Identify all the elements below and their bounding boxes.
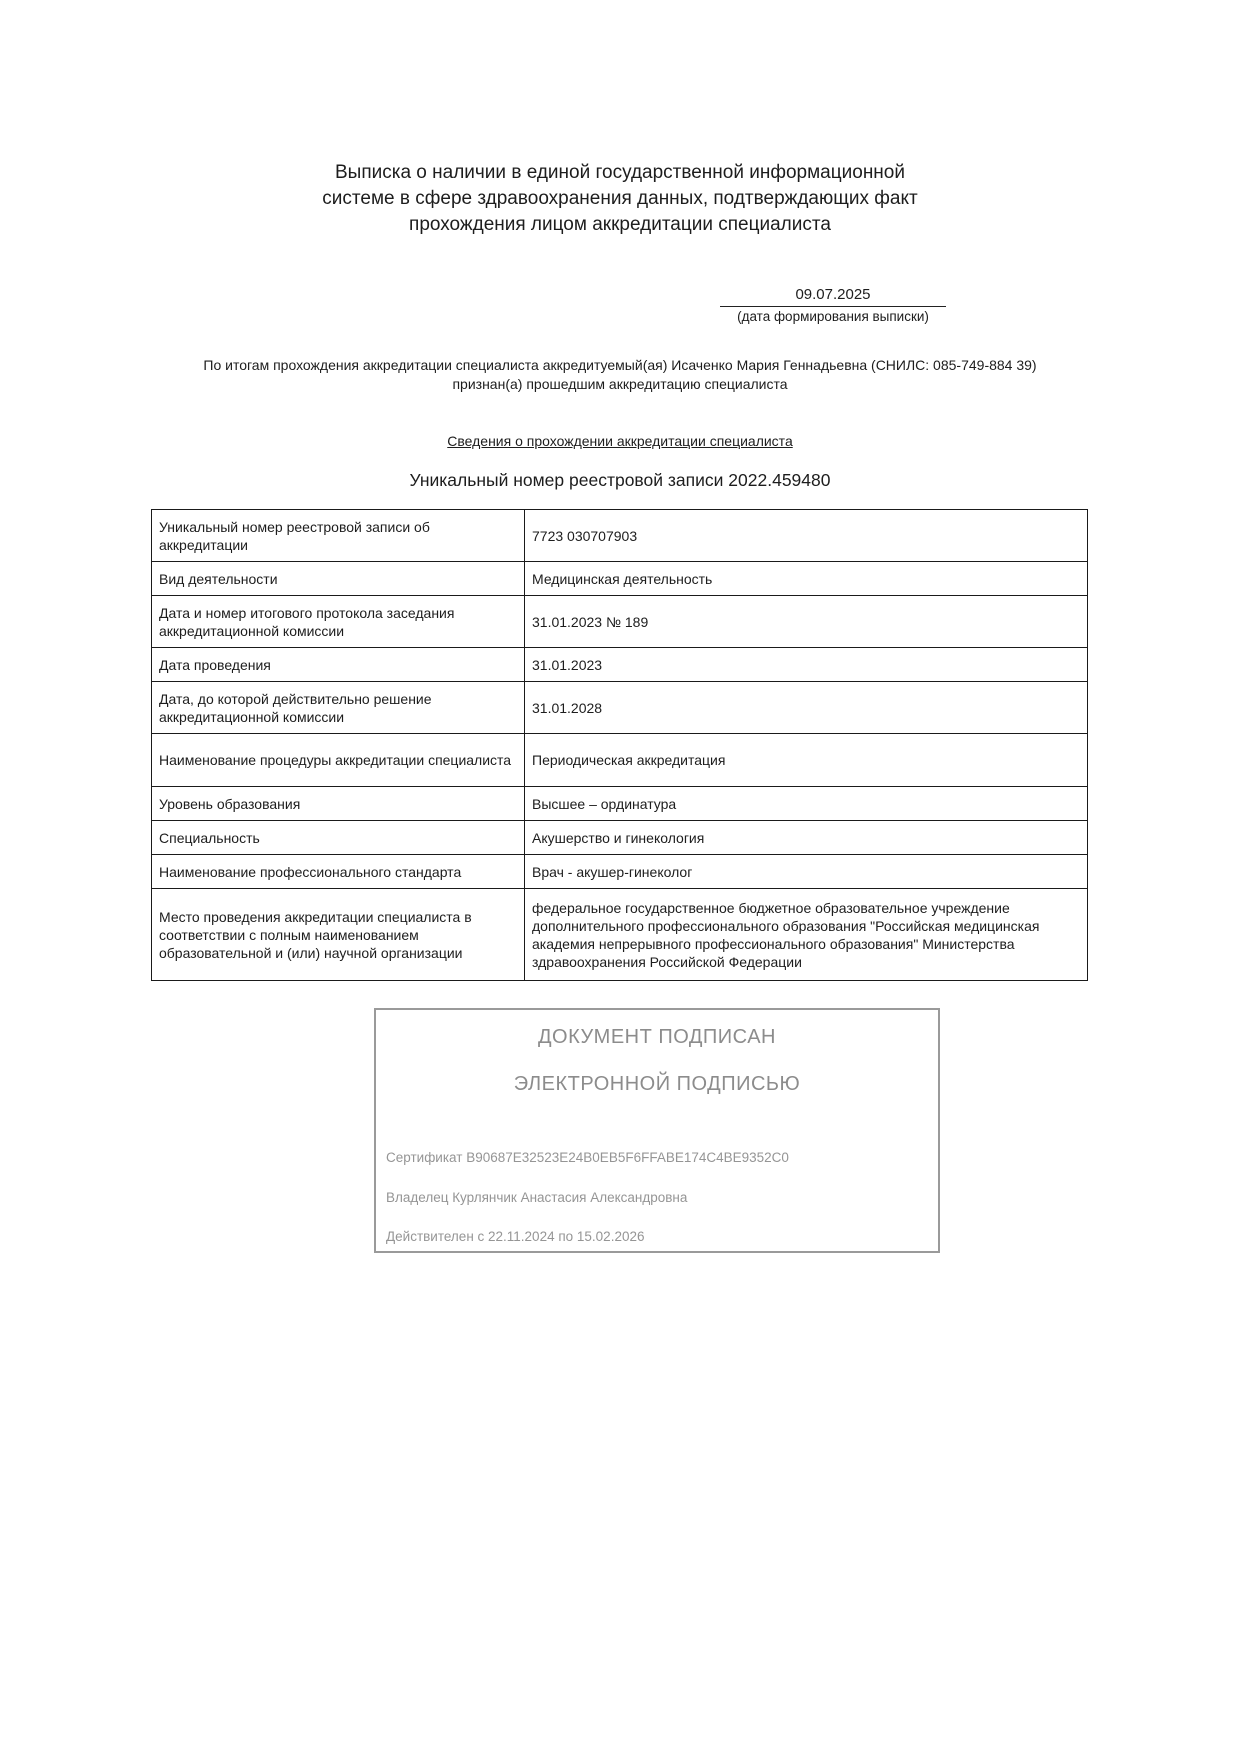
- row-value: Периодическая аккредитация: [525, 734, 1088, 787]
- row-value: 31.01.2023: [525, 648, 1088, 682]
- row-value: Акушерство и гинекология: [525, 821, 1088, 855]
- accreditation-table: [151, 509, 1088, 981]
- row-value: федеральное государственное бюджетное образовательное учреждение дополнительного профессионального образования "Российская медицинская академия непрерывного профессионального образования" Министерства здравоохранения Российской Федерации: [525, 889, 1088, 981]
- section-heading: [0, 433, 1240, 449]
- title-line: Выписка о наличии в единой государственной информационной: [335, 162, 905, 183]
- row-label: Вид деятельности: [152, 562, 525, 596]
- table-row: [152, 734, 1088, 787]
- extract-date-caption: (дата формирования выписки): [737, 309, 929, 324]
- row-value: Медицинская деятельность: [525, 562, 1088, 596]
- row-label: Специальность: [152, 821, 525, 855]
- stamp-validity: Действителен с 22.11.2024 по 15.02.2026: [386, 1229, 645, 1244]
- title-line: прохождения лицом аккредитации специалиста: [409, 214, 831, 235]
- table-row: [152, 821, 1088, 855]
- stamp-heading-line: ЭЛЕКТРОННОЙ ПОДПИСЬЮ: [513, 1073, 801, 1095]
- row-label: Уникальный номер реестровой записи об аккредитации: [152, 510, 525, 562]
- row-value: 31.01.2028: [525, 682, 1088, 734]
- row-label: Уровень образования: [152, 787, 525, 821]
- row-label: Дата и номер итогового протокола заседания аккредитационной комиссии: [152, 596, 525, 648]
- extract-date: 09.07.2025: [720, 286, 946, 307]
- row-value: Высшее – ординатура: [525, 787, 1088, 821]
- row-value: 7723 030707903: [525, 510, 1088, 562]
- row-label: Дата проведения: [152, 648, 525, 682]
- intro-line: признан(а) прошедшим аккредитацию специалиста: [452, 376, 788, 392]
- table-row: [152, 510, 1088, 562]
- table-row: [152, 682, 1088, 734]
- table-row: [152, 596, 1088, 648]
- stamp-certificate: Сертификат B90687E32523E24B0EB5F6FFABE174C4BE9352C0: [386, 1150, 789, 1165]
- stamp-heading-line: ДОКУМЕНТ ПОДПИСАН: [538, 1026, 776, 1048]
- intro-text: [130, 356, 1110, 394]
- table-row: [152, 648, 1088, 682]
- electronic-signature-stamp: [374, 1008, 940, 1253]
- row-value: 31.01.2023 № 189: [525, 596, 1088, 648]
- table-row: [152, 889, 1088, 981]
- row-label: Наименование процедуры аккредитации специалиста: [152, 734, 525, 787]
- extract-date-block: [720, 286, 946, 326]
- intro-line: По итогам прохождения аккредитации специалиста аккредитуемый(ая) Исаченко Мария Геннадьевна (СНИЛС: 085-749-884 39): [203, 357, 1037, 373]
- table-row: [152, 855, 1088, 889]
- registry-number-line: Уникальный номер реестровой записи 2022.459480: [409, 470, 831, 490]
- stamp-owner: Владелец Курлянчик Анастасия Александровна: [386, 1190, 688, 1205]
- document-title: [0, 160, 1240, 238]
- table-row: [152, 562, 1088, 596]
- section-heading-text: Сведения о прохождении аккредитации специалиста: [447, 433, 793, 449]
- title-line: системе в сфере здравоохранения данных, подтверждающих факт: [322, 188, 918, 209]
- table-row: [152, 787, 1088, 821]
- row-label: Наименование профессионального стандарта: [152, 855, 525, 889]
- row-label: Место проведения аккредитации специалиста в соответствии с полным наименованием образовательной и (или) научной организации: [152, 889, 525, 981]
- row-value: Врач - акушер-гинеколог: [525, 855, 1088, 889]
- row-label: Дата, до которой действительно решение аккредитационной комиссии: [152, 682, 525, 734]
